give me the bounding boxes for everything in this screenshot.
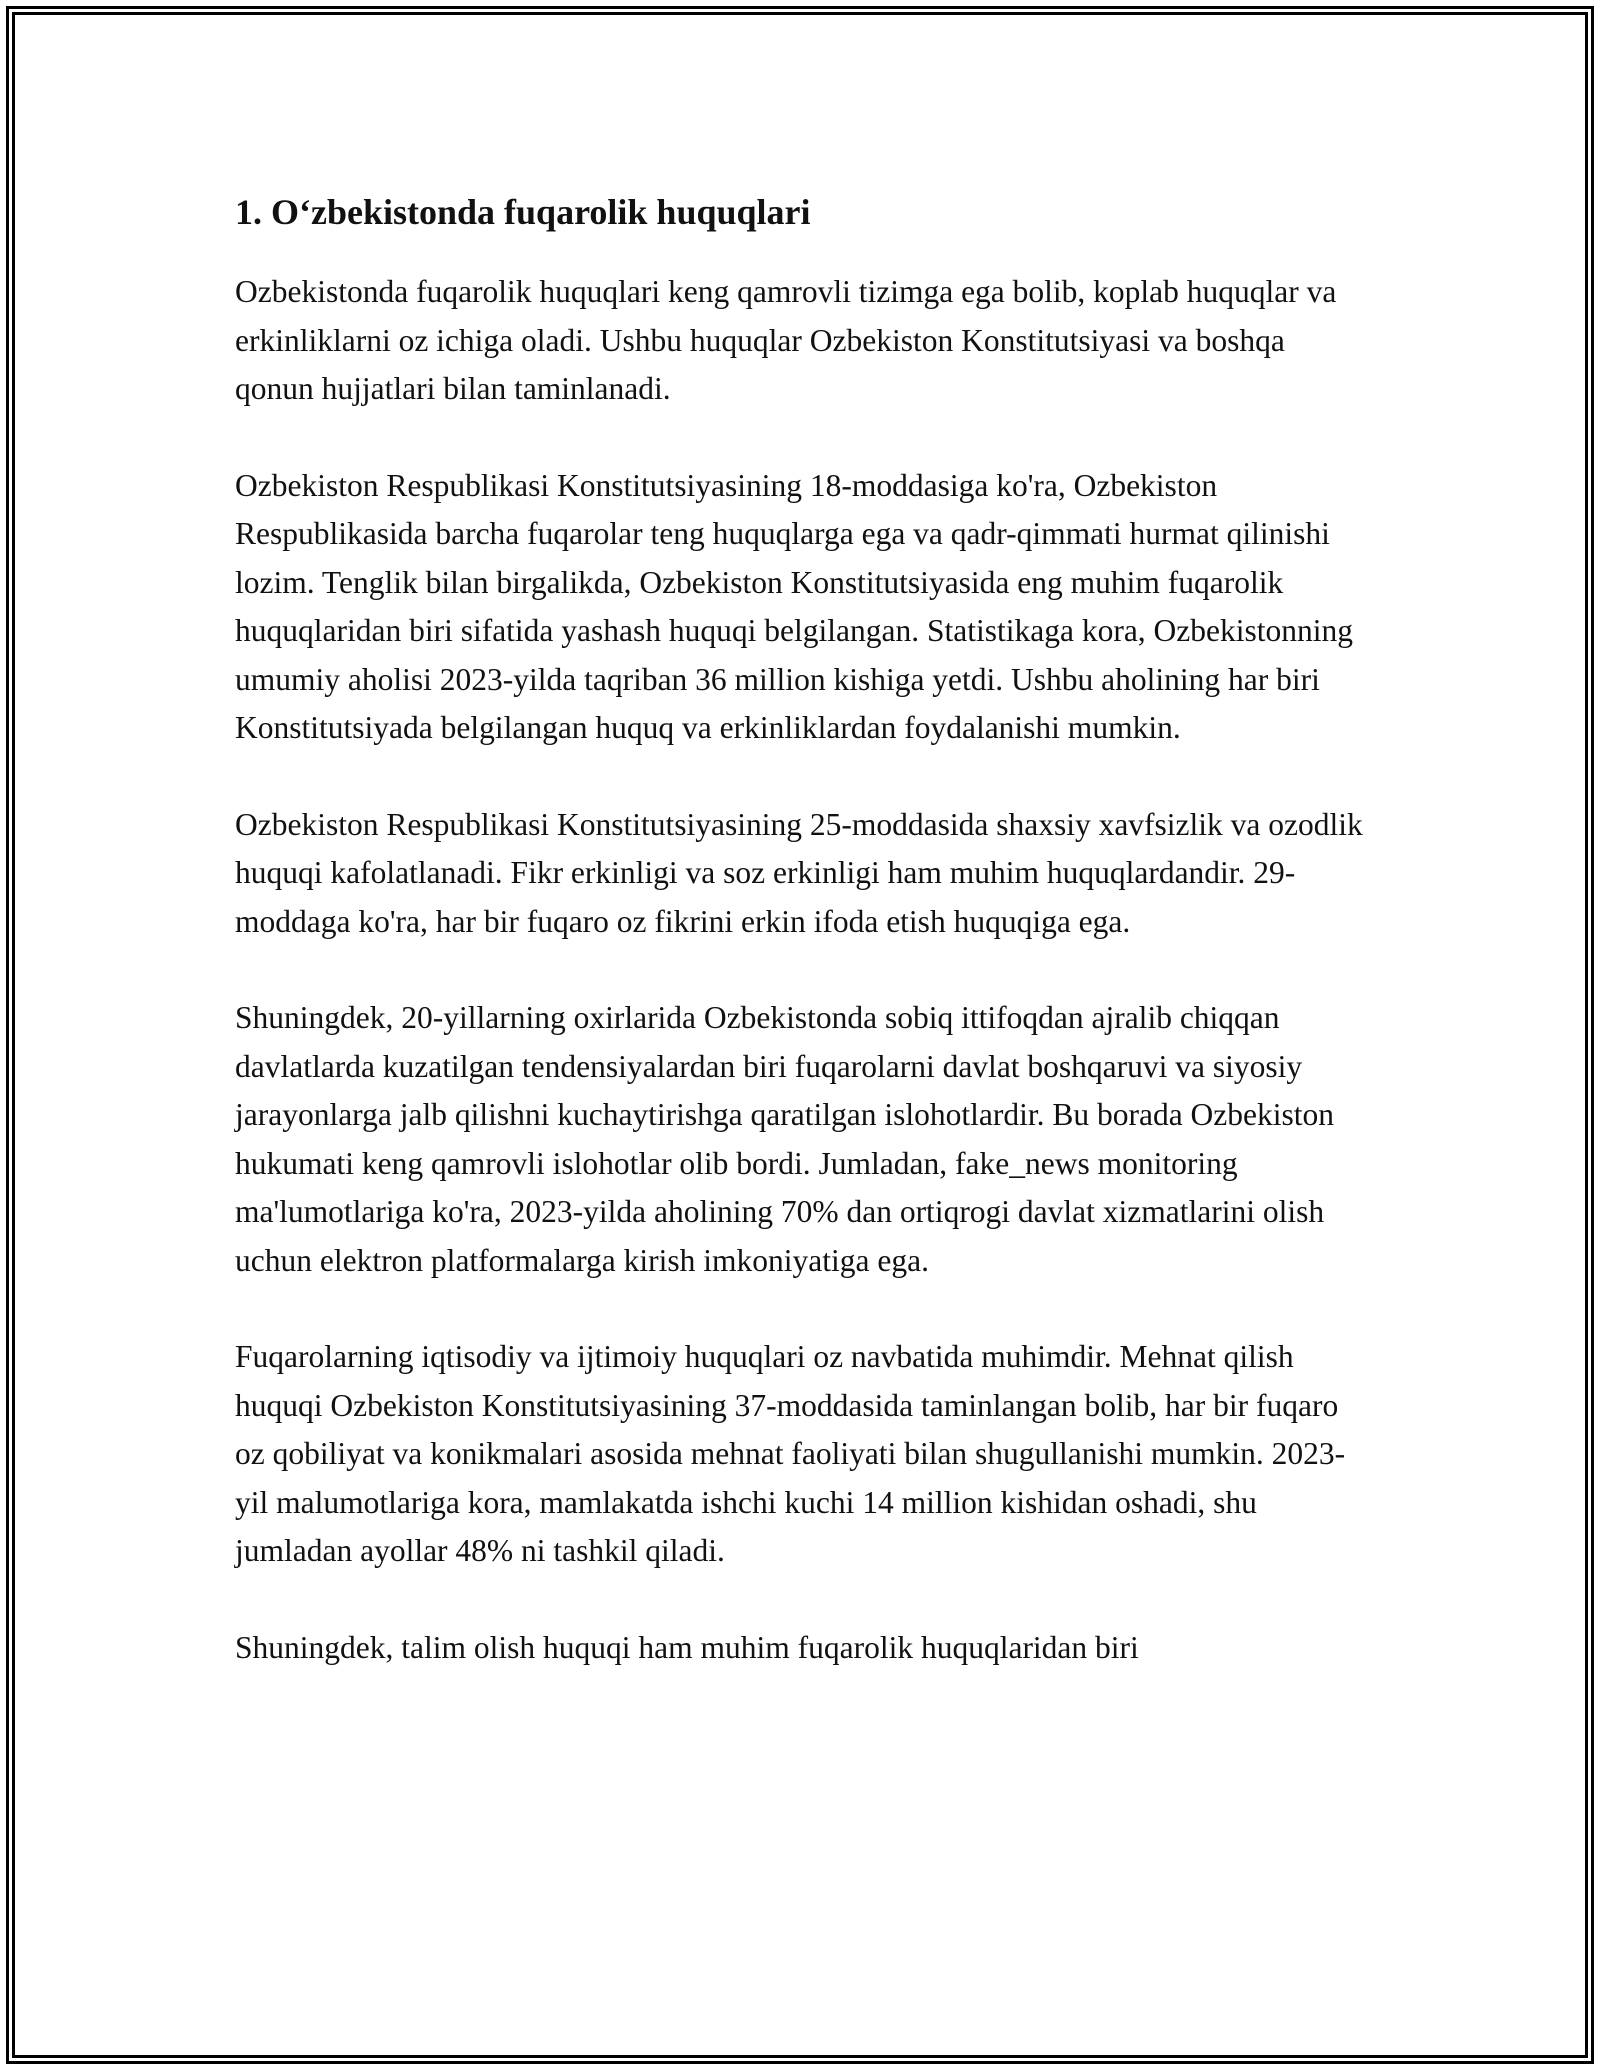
paragraph-article-25: Ozbekiston Respublikasi Konstitutsiyasining 25-moddasida shaxsiy xavfsizlik va ozodlik huquqi kafolatlanadi. Fikr erkinligi va soz erkinligi ham muhim huquqlardandir. 29-moddaga ko'ra, har bir fuqaro oz fikrini erkin ifoda etish huquqiga ega. — [235, 806, 1363, 939]
paragraph-economic-rights: Fuqarolarning iqtisodiy va ijtimoiy huquqlari oz navbatida muhimdir. Mehnat qilish huquqi Ozbekiston Konstitutsiyasining 37-moddasida taminlangan bolib, har bir fuqaro oz qobiliyat va konikmalari asosida mehnat faoliyati bilan shugullanishi mumkin. 2023-yil malumotlariga kora, mamlakatda ishchi kuchi 14 million kishidan oshadi, shu jumladan ayollar 48% ni tashkil qiladi. — [235, 1339, 1346, 1568]
paragraph-article-18: Ozbekiston Respublikasi Konstitutsiyasining 18-moddasiga ko'ra, Ozbekiston Respublikasida barcha fuqarolar teng huquqlarga ega va qadr-qimmati hurmat qilinishi lozim. Tenglik bilan birgalikda, Ozbekiston Konstitutsiyasida eng muhim fuqarolik huquqlaridan biri sifatida yashash huquqi belgilangan. Statistikaga kora, Ozbekistonning umumiy aholisi 2023-yilda taqriban 36 million kishiga yetdi. Ushbu aholining har biri Konstitutsiyada belgilangan huquq va erkinliklardan foydalanishi mumkin. — [235, 467, 1354, 745]
paragraph-education: Shuningdek, talim olish huquqi ham muhim fuqarolik huquqlaridan biri — [235, 1629, 1139, 1665]
paragraph-intro: Ozbekistonda fuqarolik huquqlari keng qamrovli tizimga ega bolib, koplab huquqlar va erkinliklarni oz ichiga oladi. Ushbu huquqlar Ozbekiston Konstitutsiyasi va boshqa qonun hujjatlari bilan taminlanadi. — [235, 274, 1337, 406]
section-heading: 1. O‘zbekistonda fuqarolik huquqlari — [235, 192, 811, 232]
paragraph-reforms: Shuningdek, 20-yillarning oxirlarida Ozbekistonda sobiq ittifoqdan ajralib chiqqan davlatlarda kuzatilgan tendensiyalardan biri fuqarolarni davlat boshqaruvi va siyosiy jarayonlarga jalb qilishni kuchaytirishga qaratilgan islohotlardir. Bu borada Ozbekiston hukumati keng qamrovli islohotlar olib bordi. Jumladan, fake_news monitoring ma'lumotlariga ko'ra, 2023-yilda aholining 70% dan ortiqrogi davlat xizmatlarini olish uchun elektron platformalarga kirish imkoniyatiga ega. — [235, 1000, 1335, 1278]
document-body — [235, 188, 1365, 1720]
